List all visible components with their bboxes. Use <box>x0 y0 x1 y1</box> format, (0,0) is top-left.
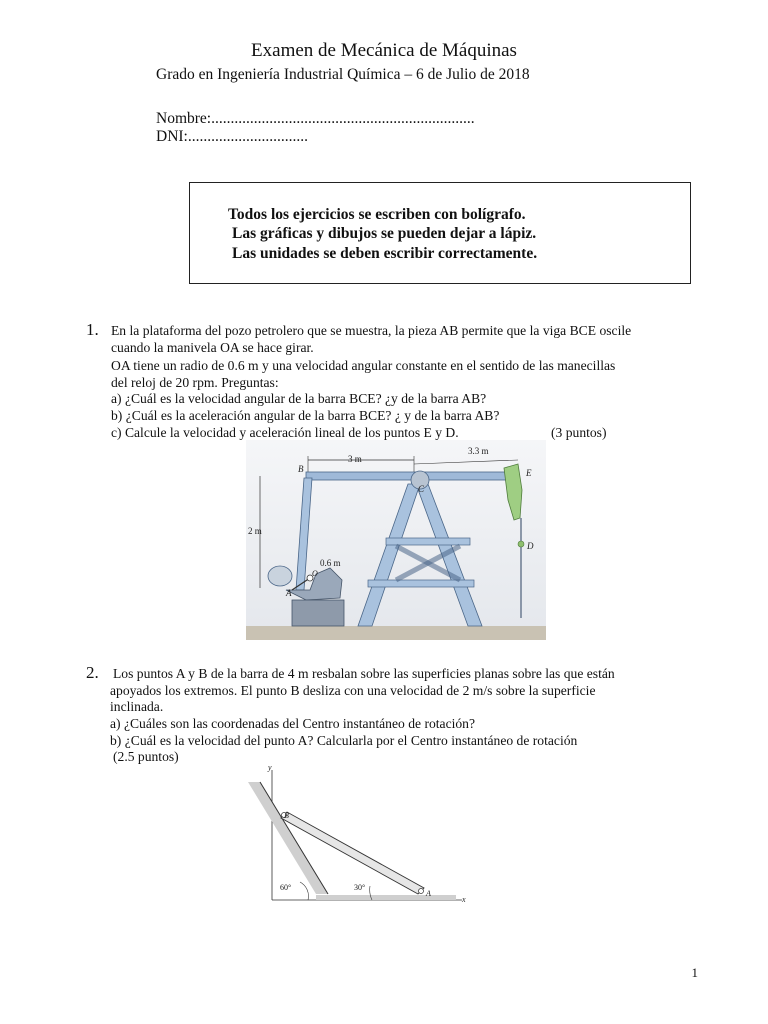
notice-line-2: Las gráficas y dibujos se pueden dejar a lápiz. <box>232 225 537 242</box>
sliding-bar-figure <box>240 762 480 912</box>
question-1-line: a) ¿Cuál es la velocidad angular de la barra BCE? ¿y de la barra AB? <box>111 391 487 406</box>
pump-jack-figure <box>246 440 546 640</box>
gear-box <box>292 600 344 626</box>
notice-box <box>189 182 691 284</box>
question-1-line: OA tiene un radio de 0.6 m y una velocidad angular constante en el sentido de las manecillas <box>111 358 616 373</box>
page-number: 1 <box>691 965 698 980</box>
question-1-line: cuando la manivela OA se hace girar. <box>111 340 314 355</box>
frame-crossbar <box>386 538 470 545</box>
question-2-points: (2.5 puntos) <box>113 749 179 764</box>
name-field: Nombre:.................................................................... <box>156 110 475 127</box>
question-1-line: del reloj de 20 rpm. Preguntas: <box>111 375 279 390</box>
notice-line-3: Las unidades se deben escribir correctamente. <box>232 245 538 262</box>
question-1-line: En la plataforma del pozo petrolero que se muestra, la pieza AB permite que la viga BCE oscile <box>111 323 632 338</box>
label-3-3m: 3.3 m <box>468 446 489 456</box>
question-2-line: Los puntos A y B de la barra de 4 m resbalan sobre las superficies planas sobre las que están <box>113 666 615 681</box>
exam-subtitle: Grado en Ingeniería Industrial Química – 6 de Julio de 2018 <box>156 66 530 83</box>
label-60-degrees: 60° <box>280 883 292 892</box>
inclined-wall <box>248 782 328 894</box>
ground <box>246 626 546 640</box>
label-e: E <box>526 468 532 478</box>
question-2-line: b) ¿Cuál es la velocidad del punto A? Calcularla por el Centro instantáneo de rotación <box>110 733 578 748</box>
label-b: B <box>298 464 304 474</box>
question-2-line: a) ¿Cuáles son las coordenadas del Centro instantáneo de rotación? <box>110 716 476 731</box>
label-b: B <box>284 811 289 820</box>
ground-hatch <box>316 895 456 900</box>
label-0-6m: 0.6 m <box>320 558 341 568</box>
label-a: A <box>286 588 292 598</box>
beam-bce <box>306 472 514 480</box>
question-2-line: inclinada. <box>110 699 164 714</box>
label-y: y <box>268 763 272 772</box>
label-x: x <box>462 895 466 904</box>
label-c: C <box>418 484 425 494</box>
point-d-marker <box>518 541 524 547</box>
notice-line-1: Todos los ejercicios se escriben con bolígrafo. <box>228 206 526 223</box>
question-2-line: apoyados los extremos. El punto B desliza con una velocidad de 2 m/s sobre la superficie <box>110 683 596 698</box>
exam-title: Examen de Mecánica de Máquinas <box>251 40 517 61</box>
question-1-line: c) Calcule la velocidad y aceleración lineal de los puntos E y D. <box>111 425 459 440</box>
label-2m: 2 m <box>248 526 262 536</box>
label-3m: 3 m <box>348 454 362 464</box>
question-2-number: 2. <box>86 663 99 682</box>
label-d: D <box>527 541 534 551</box>
question-1-number: 1. <box>86 320 99 339</box>
counterweight <box>268 566 292 586</box>
dni-field: DNI:............................... <box>156 128 308 145</box>
point-a-marker <box>419 889 424 894</box>
label-o: O <box>312 569 318 578</box>
question-1-points: (3 puntos) <box>551 425 607 440</box>
angle-arc-60 <box>300 882 308 900</box>
label-a: A <box>426 889 431 898</box>
question-1-line: b) ¿Cuál es la aceleración angular de la barra BCE? ¿ y de la barra AB? <box>111 408 500 423</box>
label-30-degrees: 30° <box>354 883 366 892</box>
